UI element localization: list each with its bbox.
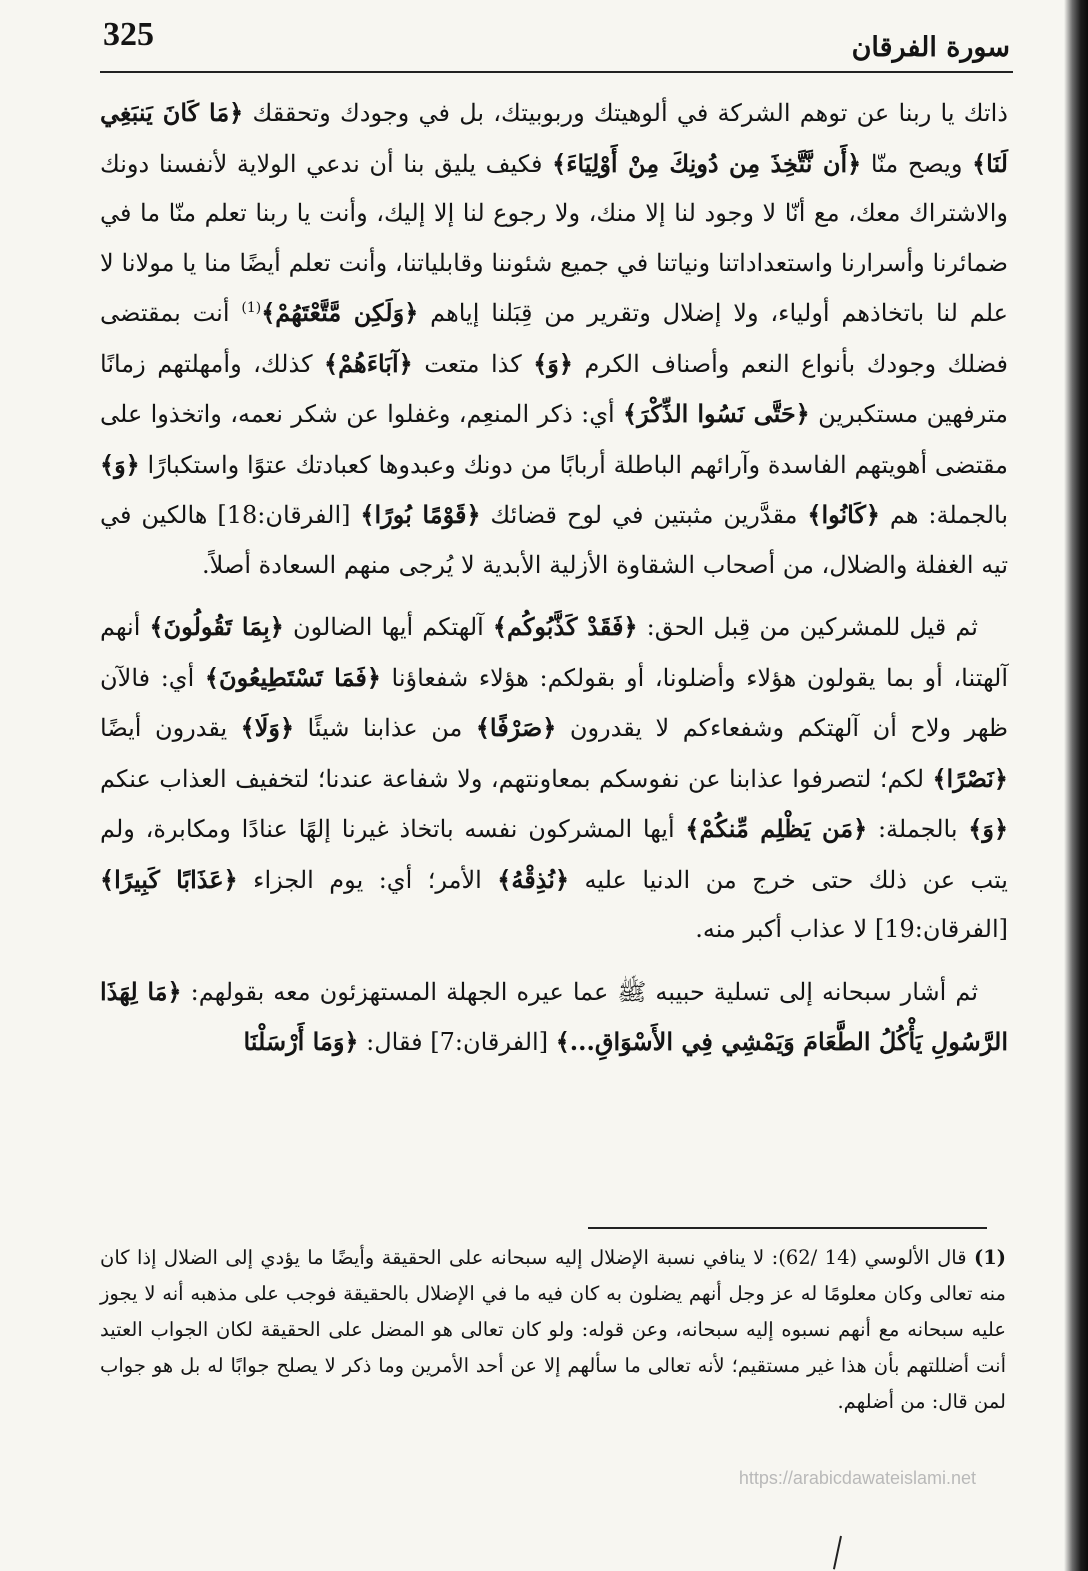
text-run: يقدرون أيضًا [100, 714, 241, 742]
running-title: سورة الفرقان [851, 32, 1010, 63]
text-run: أيها المشركون نفسه باتخاذ غيرنا إلهًا عنادًا ومكابرة، ولم يتب عن ذلك حتى خرج من الدنيا عليه [100, 815, 1008, 894]
quran-verse: ﴿عَذَابًا كَبِيرًا﴾ [100, 864, 238, 894]
text-run: ثم أشار سبحانه إلى تسلية حبيبه ﷺ عما عيره الجهلة المستهزئون معه بقولهم: [181, 977, 978, 1006]
quran-verse: ﴿مَا لِهَذَا الرَّسُولِ يَأْكُلُ الطَّعَامَ وَيَمْشِي فِي الأَسْوَاقِ...﴾ [100, 976, 1008, 1056]
text-run: [الفرقان:19] لا عذاب أكبر منه. [695, 915, 1008, 943]
text-run: بالجملة: [867, 815, 969, 843]
quran-verse: ﴿فَمَا تَسْتَطِيعُونَ﴾ [204, 662, 381, 692]
quran-verse: ﴿وَ﴾ [533, 348, 573, 378]
quran-verse: ﴿نَصْرًا﴾ [932, 763, 1008, 793]
paragraph [100, 602, 1008, 955]
text-run: [الفرقان:18] هالكين في تيه الغفلة والضلال، من أصحاب الشقاوة الأزلية الأبدية لا يُرجى منهم السعادة أصلاً. [100, 501, 1008, 579]
text-run: ذاتك يا ربنا عن توهم الشركة في ألوهيتك وربوبيتك، بل في وجودك وتحققك [243, 99, 1008, 127]
text-run: أنهم آلهتنا، أو بما يقولون هؤلاء وأضلونا، أو بقولكم: هؤلاء شفعاؤنا [100, 613, 1008, 692]
quran-verse: ﴿مَن يَظْلِم مِّنكُمْ﴾ [685, 814, 868, 843]
text-run: [الفرقان:7] فقال: [358, 1028, 556, 1056]
text-run: مقدَّرين مثبتين في لوح قضائك [480, 501, 808, 529]
watermark[interactable]: https://arabicdawateislami.net [738, 1468, 976, 1488]
text-run: بالجملة: هم [879, 501, 1008, 529]
quran-verse: ﴿وَلَا﴾ [240, 713, 295, 742]
text-run: أنت بمقتضى فضلك وجودك بأنواع النعم وأصناف الكرم [100, 299, 1009, 378]
footnote-rule [588, 1227, 987, 1229]
footnotes [100, 1240, 1006, 1420]
quran-verse: ﴿وَلَكِن مَّتَّعْتَهُمْ﴾ [261, 298, 419, 327]
text-run: فكيف يليق بنا أن ندعي الولاية لأنفسنا دونك والاشتراك معك، مع أنّا لا وجود لنا إلا منك، ولا رجوع لنا إلا إليك، وأنت يا ربنا تعلم منّا ما في ضمائرنا وأسرارنا واستعداداتنا ونياتنا في جميع شئوننا وقابلياتنا، وأنت تعلم أيضًا منا يا مولانا لا علم لنا باتخاذهم أولياء، ولا إضلال وتقرير من قِبَلنا إياهم [100, 149, 1008, 327]
text-run: الأمر؛ أي: يوم الجزاء [237, 865, 498, 894]
text-run: ثم قيل للمشركين من قِبل الحق: [637, 613, 978, 641]
footnote-number: (1) [973, 1246, 1006, 1269]
text-run: من عذابنا شيئًا [294, 714, 476, 742]
page-number: 325 [103, 16, 154, 53]
text-run: أي: فالآن ظهر ولاح أن آلهتكم وشفعاءكم لا يقدرون [100, 663, 1008, 742]
quran-verse: ﴿حَتَّى نَسُوا الذِّكْرَ﴾ [623, 399, 810, 428]
text-run: ويصح منّا [861, 149, 973, 178]
quran-verse: ﴿بِمَا تَقُولُونَ﴾ [149, 612, 284, 641]
scan-mark [833, 1536, 842, 1570]
body-text [100, 88, 1008, 1068]
quran-verse: ﴿آبَاءَهُمْ﴾ [324, 348, 413, 378]
paragraph [100, 88, 1008, 590]
quran-verse: ﴿مَا كَانَ يَنبَغِي لَنَا﴾ [100, 98, 1008, 178]
quran-verse: ﴿وَ﴾ [968, 814, 1009, 843]
quran-verse: ﴿قَوْمًا بُورًا﴾ [360, 500, 481, 529]
footnote-1 [100, 1240, 1006, 1420]
quran-verse: ﴿فَقَدْ كَذَّبُوكُم﴾ [492, 612, 638, 641]
quran-verse: ﴿أَن نَّتَّخِذَ مِن دُونِكَ مِنْ أَوْلِيَاءَ﴾ [552, 148, 862, 178]
quran-verse: ﴿كَانُوا﴾ [807, 500, 880, 529]
scan-edge [1064, 0, 1088, 1571]
paragraph [100, 967, 1008, 1068]
footnote-text: قال الألوسي (14 /62): لا ينافي نسبة الإضلال إليه سبحانه على الحقيقة وأيضًا ما يؤدي إلى الضلال إذا كان منه تعالى وكان معلومًا له عز وجل أنهم يضلون به كان فيه ما في الإضلال بالحقيقة فوجب على مذهبه أنه لا يجوز عليه سبحانه مع أنهم نسبوه إليه سبحانه، وعن قوله: ولو كان تعالى هو المضل على الحقيقة لكان الجواب العتيد أنت أضللتهم بأن هذا غير مستقيم؛ لأنه تعالى ما سألهم إلا عن أحد الأمرين وما ذكر لا يصلح جوابًا له بل هو جواب لمن قال: من أضلهم. [100, 1246, 1006, 1413]
text-run: آلهتكم أيها الضالون [283, 613, 493, 641]
quran-verse: ﴿نُذِقْهُ﴾ [497, 864, 570, 894]
footnote-ref: (1) [241, 300, 262, 316]
text-run: كذا متعت [412, 349, 534, 378]
header-rule [100, 71, 1013, 73]
quran-verse: ﴿وَمَا أَرْسَلْنَا [243, 1027, 359, 1056]
text-run: كذلك، وأمهلتهم زمانًا مترفهين مستكبرين [100, 349, 1008, 428]
text-run: أي: ذكر المنعِم، وغفلوا عن شكر نعمه، واتخذوا على مقتضى أهويتهم الفاسدة وآرائهم الباطلة أربابًا من دونك وعبدوها كعبادتك عتوًا واستكبارًا [100, 400, 1008, 479]
quran-verse: ﴿وَ﴾ [100, 449, 140, 479]
text-run: لكم؛ لتصرفوا عذابنا عن نفوسكم بمعاونتهم، ولا شفاعة عندنا؛ لتخفيف العذاب عنكم [100, 764, 933, 793]
quran-verse: ﴿صَرْفًا﴾ [475, 713, 557, 742]
